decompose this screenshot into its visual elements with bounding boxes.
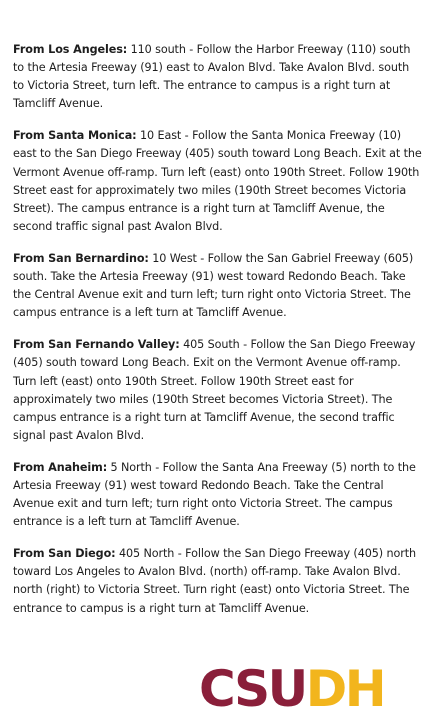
- route-los-angeles: [13, 41, 423, 113]
- csudh-logo: [199, 661, 384, 717]
- route-san-diego: [13, 545, 423, 617]
- route-santa-monica: [13, 127, 423, 236]
- route-origin: From San Diego:: [13, 547, 116, 561]
- route-origin: From Los Angeles:: [13, 43, 128, 56]
- route-origin: From Santa Monica:: [13, 129, 137, 143]
- directions-list: [13, 41, 423, 632]
- route-origin: From San Bernardino:: [13, 251, 149, 265]
- route-text: 5 North - Follow the Santa Ana Freeway (5) north to the Artesia Freeway (91) west toward Redondo Beach. Take the Central Avenue exit and turn left; turn right onto Victoria Street. The campus entrance is a left turn at Tamcliff Avenue.: [13, 460, 416, 529]
- route-anaheim: [13, 459, 423, 531]
- route-san-fernando-valley: [13, 336, 423, 445]
- route-text: 10 West - Follow the San Gabriel Freeway (605) south. Take the Artesia Freeway (91) west toward Redondo Beach. Take the Central Avenue exit and turn left; turn right onto Victoria Street. The campus entrance is a left turn at Tamcliff Avenue.: [13, 251, 414, 320]
- route-origin: From San Fernando Valley:: [13, 338, 180, 352]
- route-san-bernardino: [13, 250, 423, 322]
- route-text: 10 East - Follow the Santa Monica Freeway (10) east to the San Diego Freeway (405) south toward Long Beach. Exit at the Vermont Avenue off-ramp. Turn left (east) onto 190th Street. Follow 190th Street east for approximately two miles (190th Street becomes Victoria Street). The campus entrance is a right turn at Tamcliff Avenue, the second traffic signal past Avalon Blvd.: [13, 129, 422, 233]
- route-origin: From Anaheim:: [13, 460, 108, 474]
- route-text: 110 south - Follow the Harbor Freeway (110) south to the Artesia Freeway (91) east to Avalon Blvd. Take Avalon Blvd. south to Victoria Street, turn left. The entrance to campus is a right turn at Tamcliff Avenue.: [13, 43, 411, 111]
- route-text: 405 South - Follow the San Diego Freeway (405) south toward Long Beach. Exit on the Vermont Avenue off-ramp. Turn left (east) onto 190th Street. Follow 190th Street east for approximately two miles (190th Street becomes Victoria Street). The campus entrance is a right turn at Tamcliff Avenue, the second traffic signal past Avalon Blvd.: [13, 338, 416, 442]
- logo-dh: DH: [305, 660, 385, 718]
- route-text: 405 North - Follow the San Diego Freeway (405) north toward Los Angeles to Avalon Blvd. (north) off-ramp. Take Avalon Blvd. north (right) to Victoria Street. Turn right (east) onto Victoria Street. The entrance to campus is a right turn at Tamcliff Avenue.: [13, 547, 416, 615]
- logo-csu: CSU: [199, 660, 306, 718]
